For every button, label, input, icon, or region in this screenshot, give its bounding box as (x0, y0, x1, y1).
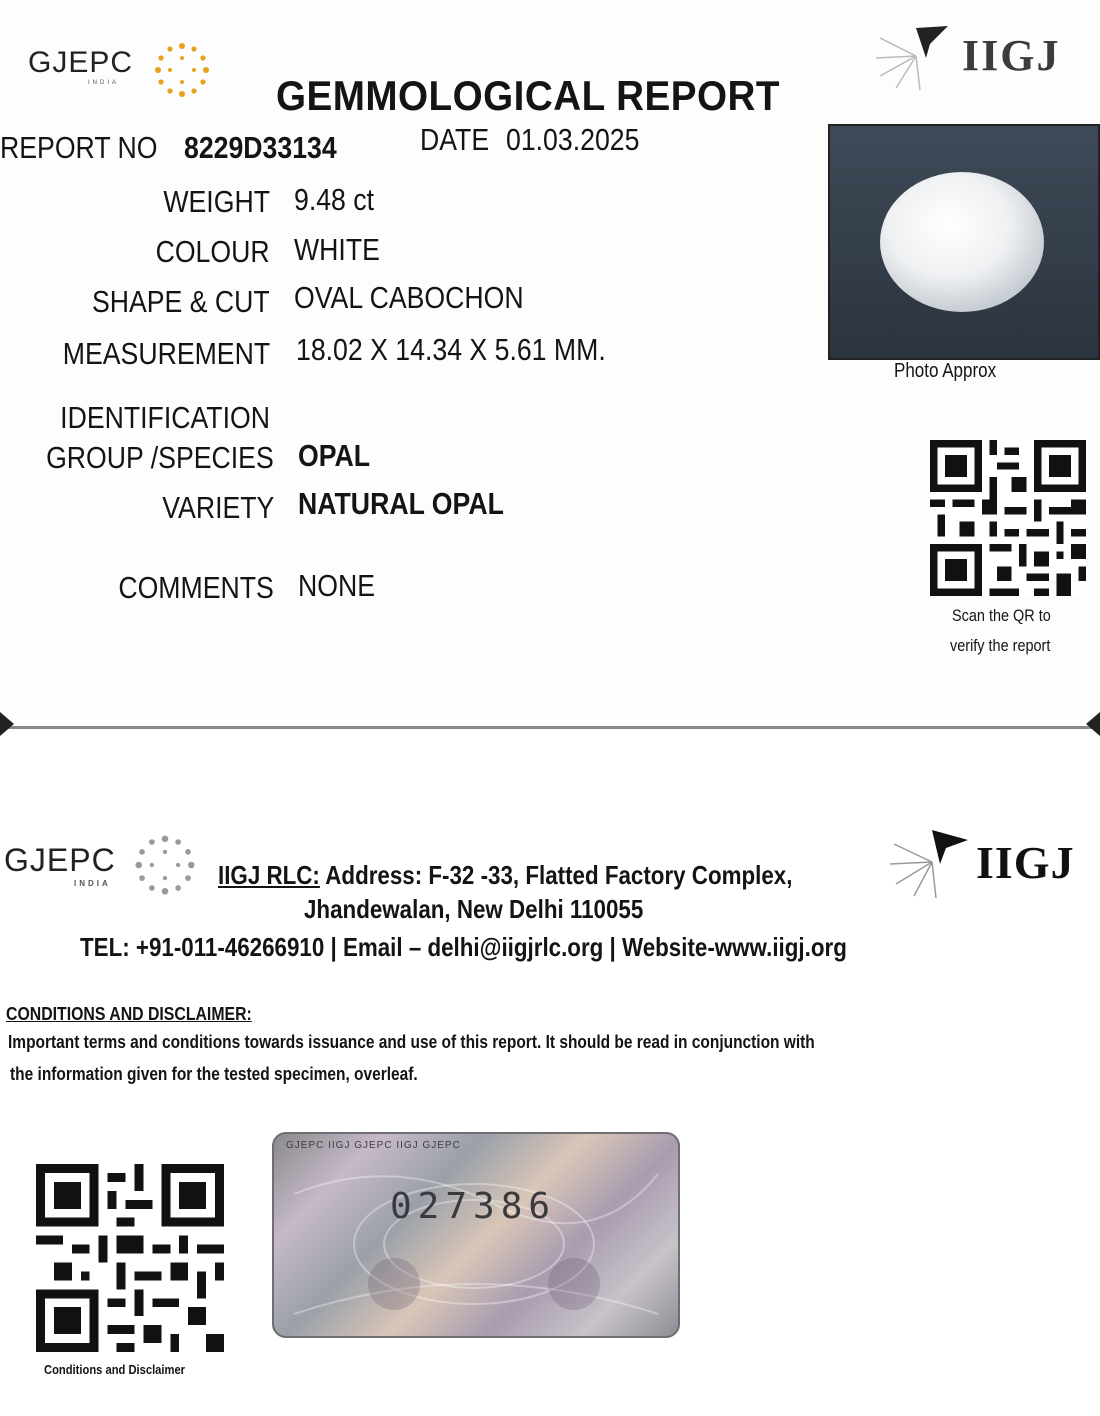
comments-value: NONE (298, 568, 376, 603)
qr-caption-line1: Scan the QR to (952, 606, 1051, 625)
comments-label: COMMENTS (118, 570, 274, 605)
colour-value: WHITE (294, 232, 380, 267)
group-species-label: GROUP /SPECIES (46, 440, 274, 475)
photo-caption: Photo Approx (894, 360, 997, 382)
conditions-line2: the information given for the tested specimen, overleaf. (10, 1064, 418, 1084)
address-line1-text: Address: F-32 -33, Flatted Factory Complex, (325, 860, 793, 890)
gjepc-logo-text-bottom: GJEPC (4, 842, 116, 878)
gjepc-logo-sub-bottom: INDIA (74, 879, 111, 888)
conditions-qr-icon[interactable] (36, 1164, 224, 1352)
measurement-value: 18.02 X 14.34 X 5.61 MM. (296, 332, 606, 367)
iigj-logo-icon-bottom (888, 822, 976, 902)
opal-stone-icon (830, 126, 1098, 358)
conditions-line1: Important terms and conditions towards issuance and use of this report. It should be read in conjunction with (8, 1032, 815, 1052)
shape-cut-label: SHAPE & CUT (92, 284, 270, 319)
page-title: GEMMOLOGICAL REPORT (276, 72, 780, 119)
qr-caption-line2: verify the report (950, 636, 1051, 655)
card-divider (0, 726, 1100, 729)
qr-code-icon[interactable] (930, 440, 1086, 596)
corner-mark-left (0, 712, 14, 736)
iigj-logo-icon (872, 18, 960, 94)
hologram-number: 027386 (390, 1186, 557, 1227)
weight-label: WEIGHT (163, 184, 270, 219)
address-prefix: IIGJ RLC: (218, 860, 320, 890)
variety-label: VARIETY (161, 490, 274, 525)
corner-mark-right (1086, 712, 1100, 736)
iigj-logo-text-bottom: IIGJ (976, 837, 1075, 888)
gjepc-logo-bottom (4, 842, 116, 888)
gjepc-logo-text: GJEPC (28, 46, 134, 79)
identification-label: IDENTIFICATION (60, 400, 270, 435)
date-label: DATE (420, 122, 490, 157)
variety-value: NATURAL OPAL (298, 486, 504, 521)
gjepc-logo-sub: INDIA (88, 80, 120, 86)
address-line2: Jhandewalan, New Delhi 110055 (304, 894, 644, 924)
address-line1 (218, 860, 792, 891)
gjepc-logo-icon-bottom (130, 830, 200, 900)
weight-value: 9.48 ct (294, 182, 375, 217)
contact-line: TEL: +91-011-46266910 | Email – delhi@iigjrlc.org | Website-www.iigj.org (80, 932, 847, 962)
conditions-qr-caption: Conditions and Disclaimer (44, 1362, 186, 1377)
gjepc-logo-icon (150, 38, 214, 102)
conditions-heading: CONDITIONS AND DISCLAIMER: (6, 1004, 252, 1024)
report-no-label: REPORT NO (0, 130, 158, 165)
date-value: 01.03.2025 (506, 122, 640, 157)
gjepc-logo (28, 46, 133, 86)
group-species-value: OPAL (298, 438, 371, 473)
shape-cut-value: OVAL CABOCHON (294, 280, 524, 315)
hologram-seal (272, 1132, 680, 1338)
hologram-text: GJEPC IIGJ GJEPC IIGJ GJEPC (286, 1140, 461, 1151)
gem-photo (828, 124, 1100, 360)
report-no-value: 8229D33134 (184, 130, 337, 165)
hologram-pattern-icon (274, 1134, 678, 1336)
measurement-label: MEASUREMENT (62, 336, 270, 371)
colour-label: COLOUR (155, 234, 270, 269)
iigj-logo-text: IIGJ (962, 31, 1061, 80)
